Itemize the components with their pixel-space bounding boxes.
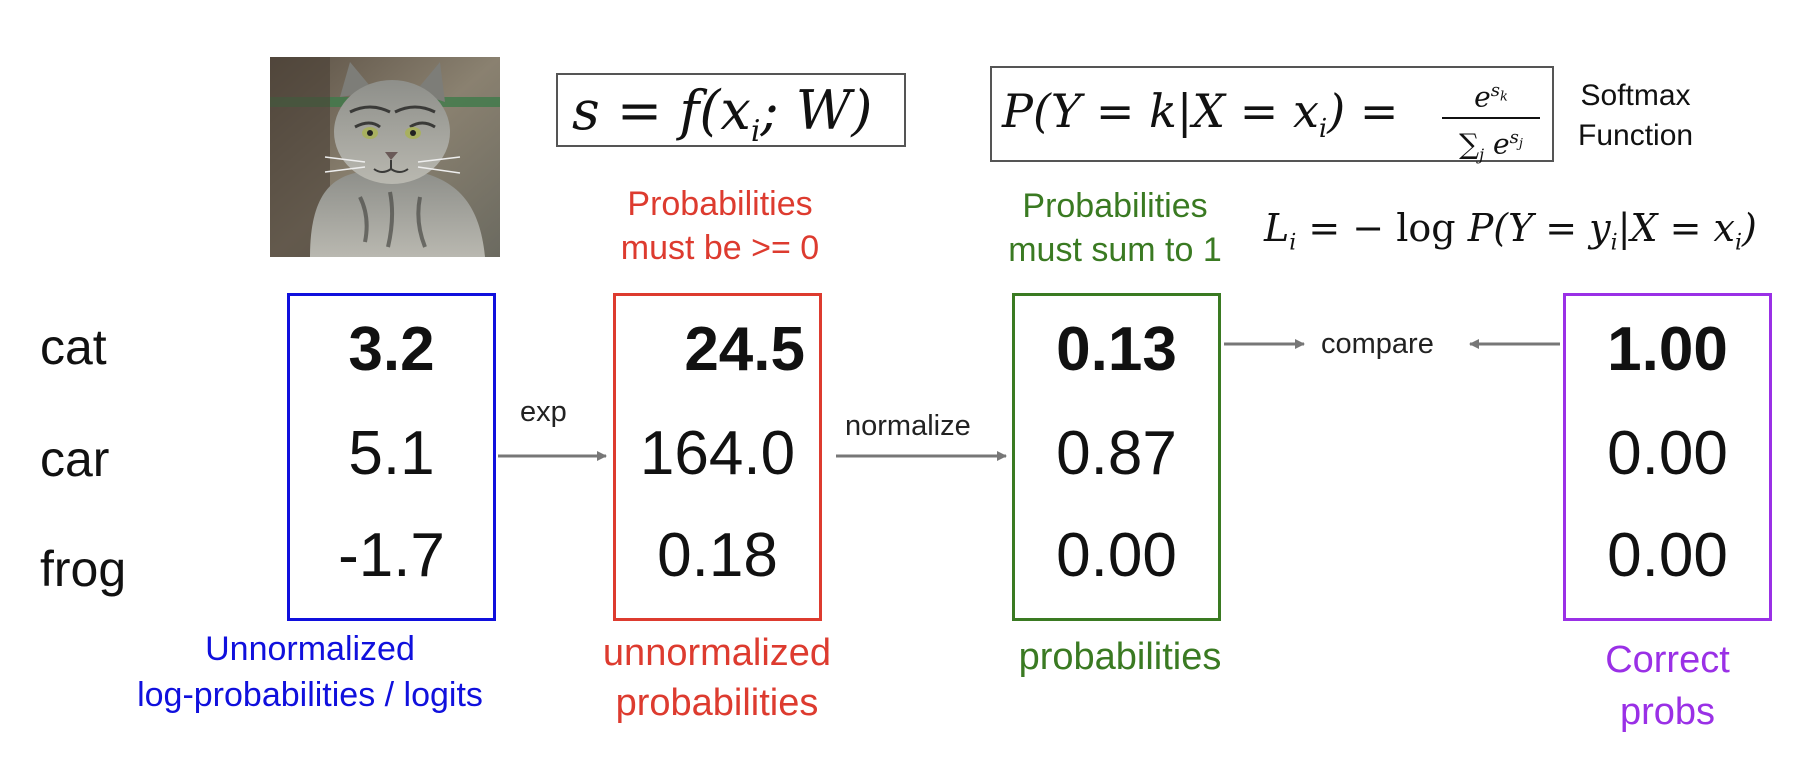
softmax-den-sum-sub: j (1479, 144, 1485, 164)
loss-rhs-mid: |X = x (1617, 206, 1735, 250)
probability-cat: 0.13 (1056, 315, 1177, 384)
probabilities-caption-line1: probabilities (1018, 636, 1222, 678)
loss-lhs-sub: i (1289, 230, 1297, 256)
class-label-frog: frog (40, 541, 127, 597)
loss-rhs-sub2: i (1734, 230, 1743, 256)
class-label-car: car (40, 431, 110, 487)
softmax-num-sup: s (1490, 80, 1500, 101)
logits-caption-line2: log-probabilities / logits (137, 676, 483, 714)
loss-eq: = − (1308, 206, 1385, 250)
unnormalized-note-line1: Probabilities (627, 185, 813, 223)
correct-caption-line2: probs (1619, 691, 1716, 733)
softmax-den-sup-sub: j (1518, 136, 1523, 152)
unnormalized-car: 164.0 (639, 419, 796, 488)
unnormalized-frog: 0.18 (657, 521, 778, 590)
normalize-label: normalize (845, 410, 971, 442)
loss-rhs: P(Y = y (1467, 206, 1611, 250)
correct-caption (1563, 634, 1772, 738)
correct-cat: 1.00 (1607, 315, 1728, 384)
softmax-num-sup-sub: k (1499, 89, 1508, 105)
probability-frog: 0.00 (1056, 521, 1177, 590)
softmax-lhs: P(Y = k|X = x (1002, 84, 1319, 138)
class-label-cat: cat (40, 319, 107, 375)
probabilities-note-line1: Probabilities (1022, 187, 1208, 225)
logits-caption-line1: Unnormalized (205, 630, 415, 668)
loss-lhs: L (1264, 206, 1290, 250)
loss-rhs-sub: i (1610, 230, 1618, 256)
unnormalized-caption-line1: unnormalized (602, 632, 832, 674)
score-rest: ; W) (760, 79, 873, 142)
probability-car: 0.87 (1056, 419, 1177, 488)
probabilities-note-line2: must sum to 1 (1008, 231, 1222, 269)
softmax-num-base: e (1474, 80, 1491, 114)
compare-label: compare (1321, 328, 1434, 360)
score-args: (x (699, 79, 751, 142)
score-lhs: s (572, 79, 600, 142)
unnormalized-caption-line2: probabilities (615, 682, 819, 724)
unnormalized-caption (567, 628, 867, 728)
score-sub: i (750, 113, 761, 149)
unnormalized-note-line2: must be >= 0 (620, 229, 820, 267)
softmax-lhs-close: ) (1327, 84, 1346, 138)
loss-log: log (1396, 206, 1456, 250)
softmax-label-line2: Function (1578, 119, 1694, 152)
exp-label: exp (520, 396, 567, 428)
softmax-label-line1: Softmax (1580, 79, 1691, 112)
softmax-lhs-sub: i (1318, 114, 1328, 145)
correct-frog: 0.00 (1607, 521, 1728, 590)
logit-frog: -1.7 (338, 521, 445, 590)
softmax-eq: = (1359, 84, 1399, 138)
score-eq: = (616, 79, 663, 142)
correct-car: 0.00 (1607, 419, 1728, 488)
score-f: f (679, 79, 700, 142)
softmax-den-sum: ∑ (1459, 126, 1480, 160)
unnormalized-cat: 24.5 (684, 315, 805, 384)
probabilities-caption (980, 634, 1260, 680)
softmax-den-base: e (1493, 126, 1510, 160)
softmax-den-sup: s (1509, 126, 1519, 148)
logit-car: 5.1 (348, 419, 435, 488)
logits-caption (100, 626, 520, 718)
loss-rhs-close: ) (1742, 206, 1757, 250)
logit-cat: 3.2 (348, 315, 435, 384)
correct-caption-line1: Correct (1605, 639, 1730, 681)
